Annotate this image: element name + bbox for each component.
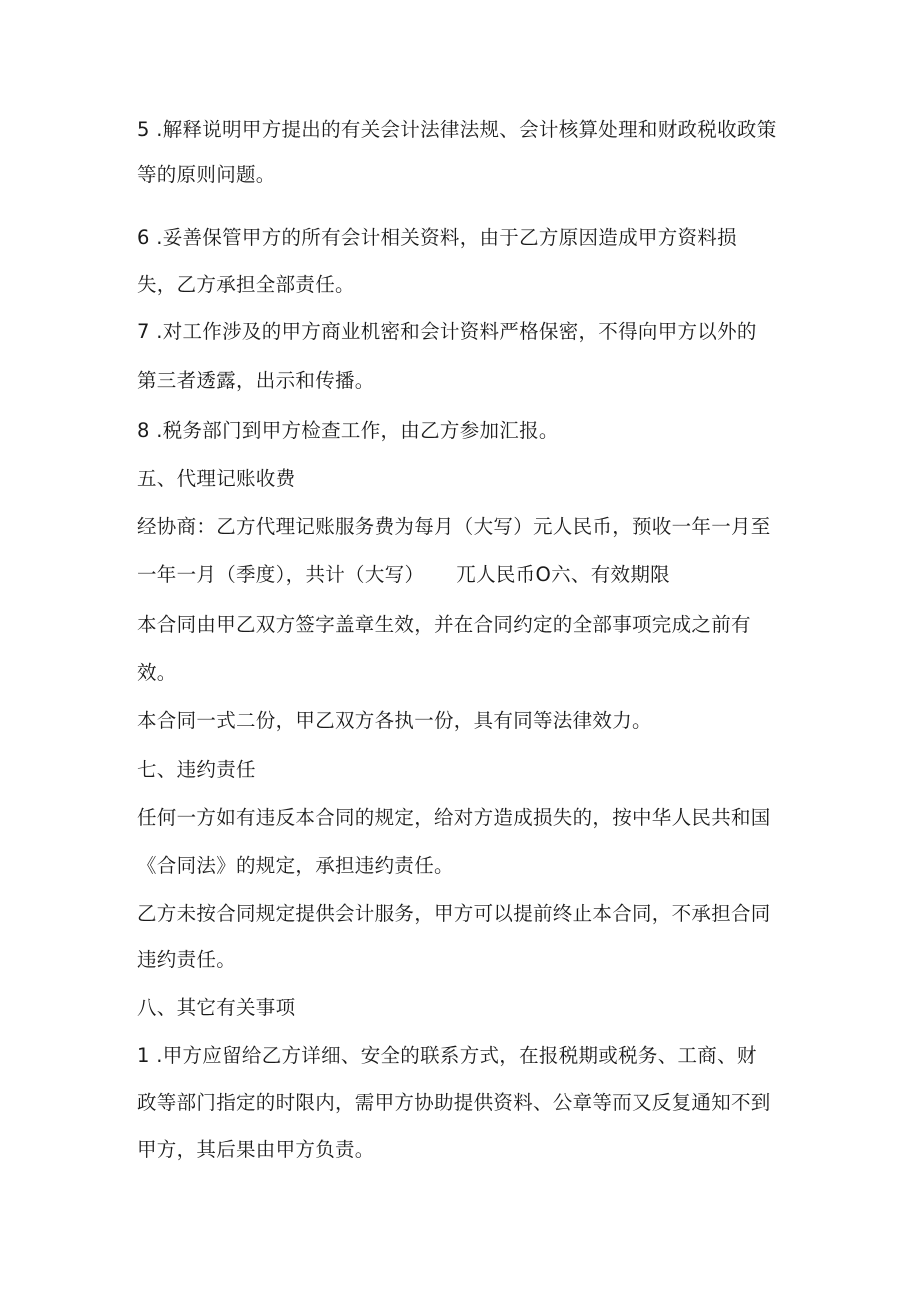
- clause-6-line-1: 6 .妥善保管甲方的所有会计相关资料，由于乙方原因造成甲方资料损: [137, 226, 737, 249]
- other-item-1-line-3: 甲方，其后果由甲方负责。: [137, 1138, 375, 1161]
- fee-paragraph-line-1: 经协商：乙方代理记账服务费为每月（大写）元人民币，预收一年一月至: [137, 515, 771, 538]
- validity-line-1: 本合同由甲乙双方签字盖章生效，并在合同约定的全部事项完成之前有: [137, 613, 751, 636]
- breach-line-2: 《合同法》的规定，承担违约责任。: [137, 854, 454, 877]
- termination-line-2: 违约责任。: [137, 948, 237, 971]
- breach-line-1: 任何一方如有违反本合同的规定，给对方造成损失的，按中华人民共和国: [137, 806, 771, 829]
- other-item-1-line-1: 1 .甲方应留给乙方详细、安全的联系方式，在报税期或税务、工商、财: [137, 1044, 757, 1067]
- clause-6-line-2: 失，乙方承担全部责任。: [137, 273, 355, 296]
- fee-paragraph-line-2-part-2: 兀人民币O六、有效期限: [456, 563, 670, 586]
- clause-7-line-1: 7 .对工作涉及的甲方商业机密和会计资料严格保密，不得向甲方以外的: [137, 320, 757, 343]
- termination-line-1: 乙方未按合同规定提供会计服务，甲方可以提前终止本合同，不承担合同: [137, 902, 771, 925]
- clause-7-line-2: 第三者透露，出示和传播。: [137, 369, 375, 392]
- copies-line: 本合同一式二份，甲乙双方各执一份，具有同等法律效力。: [137, 709, 652, 732]
- validity-line-2: 效。: [137, 661, 177, 684]
- section-8-heading: 八、其它有关事项: [137, 996, 296, 1019]
- fee-paragraph-line-2: [137, 561, 670, 589]
- fee-paragraph-line-2-part-1: 一年一月（季度），共计（大写）: [137, 563, 425, 586]
- other-item-1-line-2: 政等部门指定的时限内，需甲方协助提供资料、公章等而又反复通知不到: [137, 1091, 771, 1114]
- section-7-heading: 七、违约责任: [137, 758, 256, 781]
- clause-8-line: 8 .税务部门到甲方检查工作，由乙方参加汇报。: [137, 419, 559, 442]
- clause-5-line-1: 5 .解释说明甲方提出的有关会计法律法规、会计核算处理和财政税收政策: [137, 118, 777, 141]
- section-5-heading: 五、代理记账收费: [137, 467, 296, 490]
- clause-5-line-2: 等的原则问题。: [137, 163, 276, 186]
